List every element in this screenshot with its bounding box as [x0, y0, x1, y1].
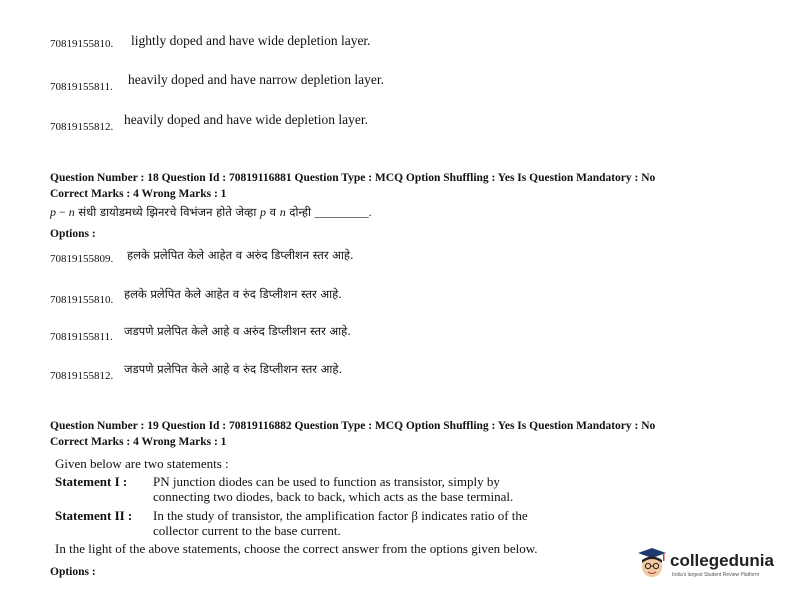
q19-intro: Given below are two statements :: [55, 456, 229, 471]
statement1-line2: connecting two diodes, back to back, which acts as the base terminal.: [153, 489, 514, 504]
q18-options-label: Options :: [50, 228, 96, 240]
statement1-label: Statement I :: [55, 474, 128, 489]
q19-marks: Correct Marks : 4 Wrong Marks : 1: [50, 436, 227, 448]
statement1-line1: PN junction diodes can be used to function as transistor, simply by: [153, 474, 500, 489]
q17-option-id: 70819155810.: [50, 38, 114, 50]
q17-option-text: heavily doped and have narrow depletion layer.: [128, 72, 385, 87]
brand-name: collegedunia: [670, 551, 774, 570]
brand-tagline: India's largest Student Review Platform: [672, 572, 760, 578]
q17-option-text: heavily doped and have wide depletion layer.: [124, 112, 369, 127]
q18-option-id: 70819155810.: [50, 294, 114, 306]
collegedunia-logo: [632, 545, 772, 583]
q17-option-id: 70819155812.: [50, 121, 114, 133]
statement2-line1: In the study of transistor, the amplification factor β indicates ratio of the: [153, 508, 528, 523]
q17-option-text: lightly doped and have wide depletion layer.: [131, 33, 371, 48]
q18-option-id: 70819155811.: [50, 331, 113, 343]
q18-option-id: 70819155812.: [50, 370, 114, 382]
q18-marks: Correct Marks : 4 Wrong Marks : 1: [50, 188, 227, 200]
mascot-icon: [632, 545, 672, 583]
statement2-line2: collector current to the base current.: [153, 523, 341, 538]
q19-closing: In the light of the above statements, choose the correct answer from the options given below.: [55, 541, 538, 556]
q18-option-id: 70819155809.: [50, 253, 114, 265]
q18-stem: p − n संधी डायोडमध्ये झिनरचे विभंजन होते जेव्हा p व n दोन्ही _________.: [50, 205, 372, 219]
q18-option-text: जडपणे प्रलेपित केले आहे व रुंद डिप्लीशन स्तर आहे.: [124, 362, 343, 376]
q18-option-text: हलके प्रलेपित केले आहेत व रुंद डिप्लीशन स्तर आहे.: [124, 287, 342, 301]
q18-option-text: जडपणे प्रलेपित केले आहे व अरुंद डिप्लीशन स्तर आहे.: [124, 324, 351, 338]
q17-option-id: 70819155811.: [50, 81, 113, 93]
q18-header: Question Number : 18 Question Id : 70819116881 Question Type : MCQ Option Shuffling : Yes Is Question Mandatory : No: [50, 172, 656, 184]
statement2-label: Statement II :: [55, 508, 133, 523]
q18-option-text: हलके प्रलेपित केले आहेत व अरुंद डिप्लीशन स्तर आहे.: [127, 248, 354, 262]
q19-header: Question Number : 19 Question Id : 70819116882 Question Type : MCQ Option Shuffling : Yes Is Question Mandatory : No: [50, 420, 656, 432]
q19-options-label: Options :: [50, 566, 96, 578]
